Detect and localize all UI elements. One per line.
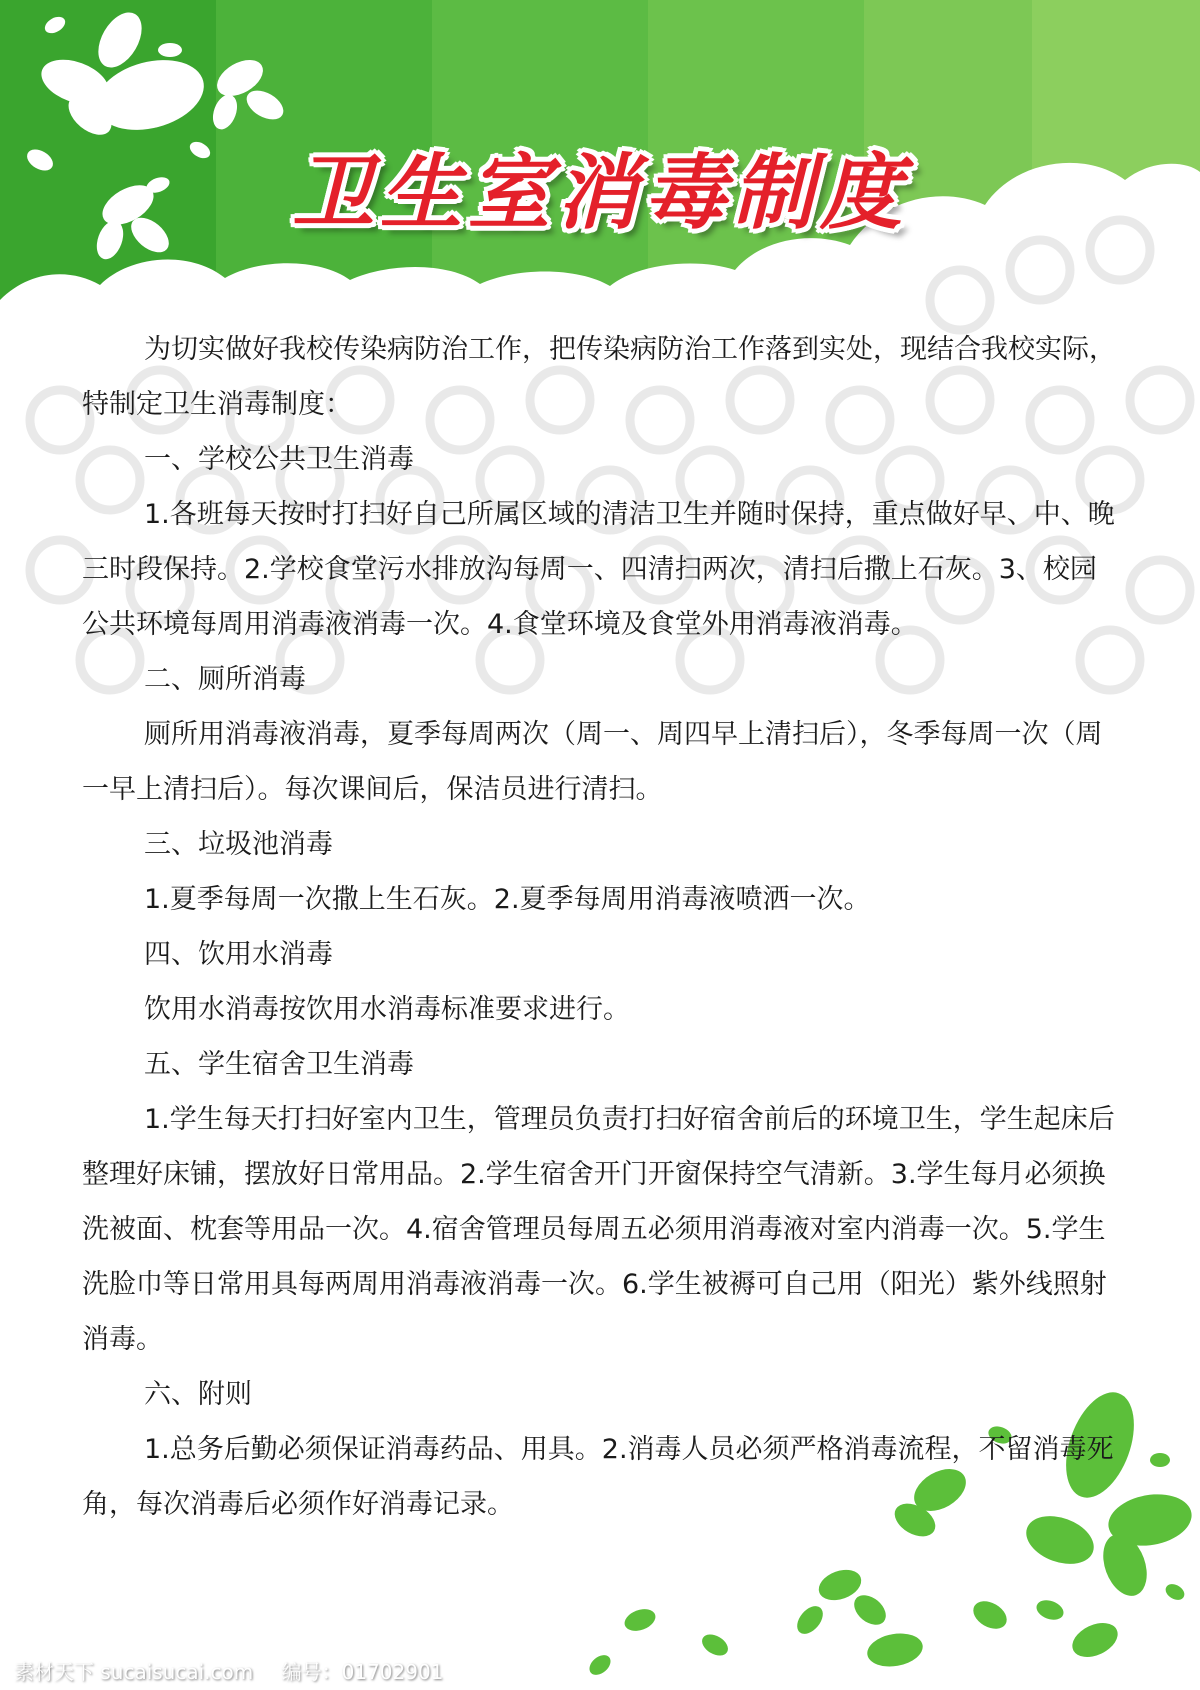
section-heading: 六、附则 [144, 1379, 252, 1410]
intro-paragraph: 为切实做好我校传染病防治工作，把传染病防治工作落到实处，现结合我校实际，特制定卫生消毒制度： [82, 334, 1116, 420]
page-title: 卫生室消毒制度 [292, 146, 908, 241]
section-body: 1.各班每天按时打扫好自己所属区域的清洁卫生并随时保持，重点做好早、中、晚三时段保持。2.学校食堂污水排放沟每周一、四清扫两次，清扫后撒上石灰。3、校园公共环境每周用消毒液消毒一次。4.食堂环境及食堂外用消毒液消毒。 [82, 499, 1115, 640]
watermark-bar [0, 1654, 1200, 1690]
document-body [82, 322, 1122, 1532]
section-body: 饮用水消毒按饮用水消毒标准要求进行。 [144, 994, 630, 1025]
section-heading: 一、学校公共卫生消毒 [144, 444, 414, 475]
section-body: 厕所用消毒液消毒，夏季每周两次（周一、周四早上清扫后），冬季每周一次（周一早上清扫后）。每次课间后，保洁员进行清扫。 [82, 719, 1103, 805]
section-heading: 四、饮用水消毒 [144, 939, 333, 970]
watermark-site: 素材天下 sucaisucai.com [14, 1660, 254, 1684]
section-heading: 五、学生宿舍卫生消毒 [144, 1049, 414, 1080]
section-body: 1.总务后勤必须保证消毒药品、用具。2.消毒人员必须严格消毒流程，不留消毒死角，每次消毒后必须作好消毒记录。 [82, 1434, 1114, 1520]
section-heading: 三、垃圾池消毒 [144, 829, 333, 860]
section-body: 1.夏季每周一次撒上生石灰。2.夏季每周用消毒液喷洒一次。 [144, 884, 871, 915]
section-body: 1.学生每天打扫好室内卫生，管理员负责打扫好宿舍前后的环境卫生，学生起床后整理好床铺，摆放好日常用品。2.学生宿舍开门开窗保持空气清新。3.学生每月必须换洗被面、枕套等用品一次。4.宿舍管理员每周五必须用消毒液对室内消毒一次。5.学生洗脸巾等日常用具每两周用消毒液消毒一次。6.学生被褥可自己用（阳光）紫外线照射消毒。 [82, 1104, 1115, 1355]
section-heading: 二、厕所消毒 [144, 664, 306, 695]
watermark-code: 编号：01702901 [281, 1660, 444, 1684]
